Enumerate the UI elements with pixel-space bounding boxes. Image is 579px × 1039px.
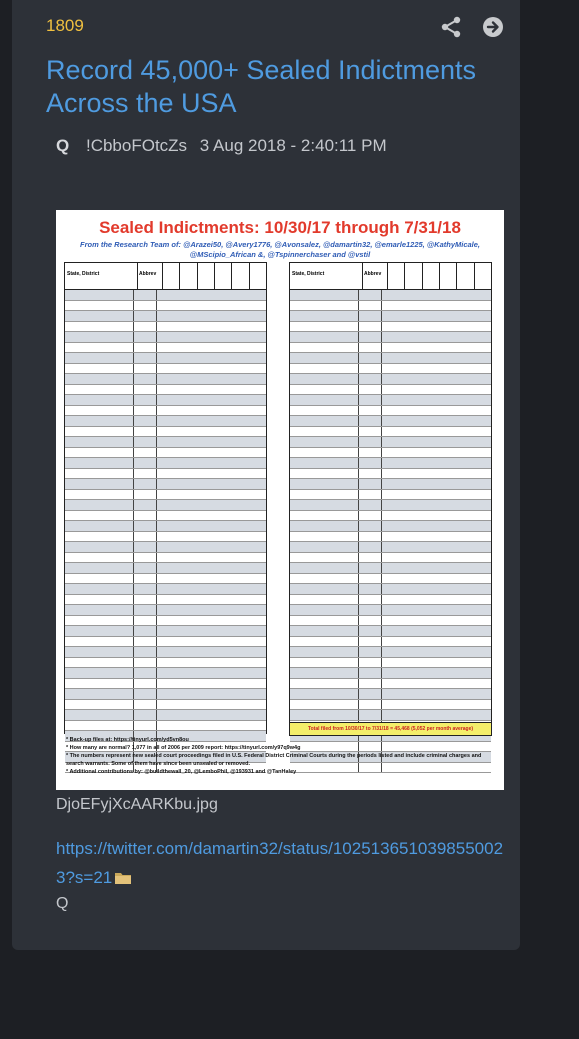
table-row xyxy=(65,700,266,711)
table-row xyxy=(290,668,491,679)
post-link[interactable] xyxy=(56,834,516,892)
table-row xyxy=(65,616,266,627)
table-row xyxy=(290,374,491,385)
table-row xyxy=(290,458,491,469)
table-row xyxy=(290,290,491,301)
table-row xyxy=(290,521,491,532)
table-row xyxy=(65,290,266,301)
table-row xyxy=(65,458,266,469)
col-abbrev: Abbrev xyxy=(362,263,387,289)
table-row xyxy=(65,437,266,448)
table-row xyxy=(290,626,491,637)
indictment-table-left xyxy=(64,262,267,734)
col-state: State, District xyxy=(67,271,100,277)
table-row xyxy=(65,343,266,354)
footnote: * Back-up files at: https://tinyurl.com/yd5vn8ou xyxy=(66,737,189,743)
table-row xyxy=(290,500,491,511)
image-footnotes xyxy=(66,736,496,776)
table-row xyxy=(290,311,491,322)
table-row xyxy=(290,416,491,427)
post-signature: Q xyxy=(56,895,69,912)
table-row xyxy=(65,574,266,585)
post-card xyxy=(12,0,520,950)
table-row xyxy=(290,343,491,354)
image-filename[interactable]: DjoEFyjXcAARKbu.jpg xyxy=(56,796,218,813)
table-row xyxy=(65,595,266,606)
table-row xyxy=(290,353,491,364)
col-abbrev: Abbrev xyxy=(137,263,162,289)
post-image[interactable] xyxy=(56,210,504,790)
table-row xyxy=(65,668,266,679)
share-icon[interactable] xyxy=(440,16,462,38)
table-row xyxy=(290,385,491,396)
table-row xyxy=(65,301,266,312)
indictment-table-right xyxy=(289,262,492,734)
table-row xyxy=(290,437,491,448)
table-row xyxy=(290,395,491,406)
table-row xyxy=(65,395,266,406)
col-state: State, District xyxy=(292,271,325,277)
table-row xyxy=(290,364,491,375)
table-row xyxy=(65,521,266,532)
table-rows xyxy=(290,290,491,733)
table-row xyxy=(290,448,491,459)
table-row xyxy=(290,479,491,490)
table-row xyxy=(65,353,266,364)
table-row xyxy=(65,553,266,564)
footnote: * How many are normal? 1,077 in all of 2006 per 2009 report: https://tinyurl.com/y97q9w4g xyxy=(66,745,301,751)
table-row xyxy=(65,679,266,690)
post-date: 3 Aug 2018 - 2:40:11 PM xyxy=(199,136,387,155)
table-row xyxy=(290,605,491,616)
table-row xyxy=(65,500,266,511)
post-number[interactable]: 1809 xyxy=(46,16,84,35)
table-row xyxy=(290,584,491,595)
table-row xyxy=(65,374,266,385)
tripcode: !CbboFOtcZs xyxy=(85,136,188,155)
table-row xyxy=(65,479,266,490)
table-row xyxy=(290,574,491,585)
table-row xyxy=(65,311,266,322)
table-row xyxy=(65,448,266,459)
table-row xyxy=(65,710,266,721)
author-label: Q xyxy=(56,136,70,155)
table-row xyxy=(290,332,491,343)
footnote: * The numbers represent new sealed court proceedings filed in U.S. Federal District Criminal Courts during the periods listed and include criminal charges and search warrants. Some of them have since been unsealed or removed. xyxy=(66,753,482,767)
table-row xyxy=(290,553,491,564)
table-row xyxy=(290,679,491,690)
table-row xyxy=(290,710,491,721)
table-row xyxy=(65,490,266,501)
table-row xyxy=(65,637,266,648)
table-row xyxy=(65,647,266,658)
table-row xyxy=(290,689,491,700)
table-row xyxy=(65,626,266,637)
table-row xyxy=(290,595,491,606)
table-row xyxy=(65,532,266,543)
table-row xyxy=(290,616,491,627)
table-rows xyxy=(65,290,266,733)
table-row xyxy=(65,689,266,700)
arrow-right-circle-icon[interactable] xyxy=(482,16,504,38)
post-link-text[interactable]: https://twitter.com/damartin32/status/1025136510398550023?s=21 xyxy=(56,839,504,887)
table-row xyxy=(290,637,491,648)
table-row xyxy=(290,700,491,711)
folder-icon xyxy=(114,871,132,885)
image-title: Sealed Indictments: 10/30/17 through 7/31/18 xyxy=(99,218,461,237)
table-row xyxy=(65,511,266,522)
table-row xyxy=(290,406,491,417)
table-row xyxy=(290,427,491,438)
total-line: Total filed from 10/30/17 to 7/31/18 = 45,468 (5,052 per month average) xyxy=(289,722,492,736)
table-row xyxy=(65,416,266,427)
table-row xyxy=(290,322,491,333)
table-row xyxy=(65,406,266,417)
table-row xyxy=(65,469,266,480)
table-row xyxy=(65,721,266,732)
table-row xyxy=(290,490,491,501)
table-row xyxy=(65,605,266,616)
table-row xyxy=(65,385,266,396)
table-row xyxy=(290,532,491,543)
table-row xyxy=(65,563,266,574)
table-row xyxy=(65,542,266,553)
table-row xyxy=(290,658,491,669)
table-row xyxy=(65,658,266,669)
table-row xyxy=(65,584,266,595)
table-row xyxy=(65,322,266,333)
post-meta xyxy=(56,136,387,156)
table-row xyxy=(290,647,491,658)
table-row xyxy=(290,563,491,574)
table-row xyxy=(65,364,266,375)
table-row xyxy=(290,469,491,480)
table-row xyxy=(290,511,491,522)
post-title[interactable]: Record 45,000+ Sealed Indictments Across the USA xyxy=(46,55,477,118)
table-row xyxy=(290,301,491,312)
table-row xyxy=(290,542,491,553)
footnote: * Additional contributions by: @buildthewall_20, @LemboPhil, @193931 and @TanHaley xyxy=(66,769,297,775)
image-subtitle: From the Research Team of: @Arazei50, @Avery1776, @Avonsalez, @damartin32, @emarle1225, @KathyMicale, @MScipio_African &, @Tspinnerchaser and @vstil xyxy=(79,240,481,259)
table-row xyxy=(65,427,266,438)
table-row xyxy=(65,332,266,343)
